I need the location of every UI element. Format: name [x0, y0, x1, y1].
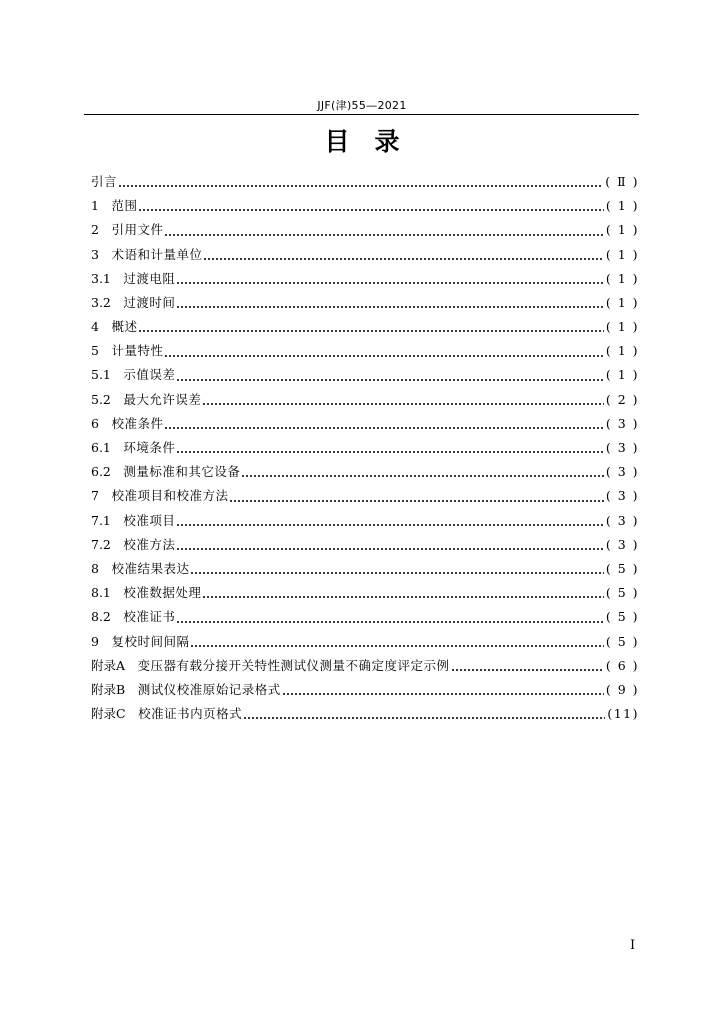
toc-entry-page: ( 6 ) — [605, 657, 639, 673]
toc-entry-page: ( 3 ) — [605, 440, 639, 456]
toc-leader-dots — [176, 295, 603, 309]
toc-entry-title: 示值误差 — [123, 367, 176, 383]
toc-entry-number: 6.2 — [91, 464, 124, 480]
toc-leader-dots — [118, 174, 603, 188]
toc-entry-page: ( 5 ) — [605, 633, 639, 649]
toc-entry-number: 附录A — [91, 657, 138, 673]
toc-leader-dots — [176, 513, 603, 527]
toc-entry-title: 引用文件 — [111, 222, 164, 238]
toc-leader-dots — [176, 271, 603, 285]
toc-entry[interactable] — [91, 630, 639, 654]
toc-entry-number: 8.2 — [91, 609, 124, 625]
toc-entry-title: 校准条件 — [111, 415, 164, 431]
toc-entry-page: ( 3 ) — [605, 536, 639, 552]
toc-entry-number: 5.2 — [91, 391, 124, 407]
toc-entry-page: ( 3 ) — [605, 464, 639, 480]
toc-entry[interactable] — [91, 557, 639, 581]
toc-entry[interactable] — [91, 581, 639, 605]
toc-entry-number: 1 — [91, 198, 112, 214]
toc-entry[interactable] — [91, 460, 639, 484]
header-rule — [84, 114, 639, 115]
toc-entry[interactable] — [91, 388, 639, 412]
toc-entry-page: ( 9 ) — [605, 681, 639, 697]
toc-entry-page: ( 5 ) — [605, 609, 639, 625]
toc-title: 目 录 — [324, 127, 400, 156]
toc-entry-title: 复校时间间隔 — [111, 633, 190, 649]
toc-entry[interactable] — [91, 243, 639, 267]
toc-entry[interactable] — [91, 267, 639, 291]
toc-entry[interactable] — [91, 364, 639, 388]
toc-entry-page: (11) — [607, 706, 639, 722]
toc-leader-dots — [202, 585, 603, 599]
toc-entry-number: 附录B — [91, 681, 138, 697]
toc-entry-page: ( 3 ) — [605, 415, 639, 431]
toc-entry-number: 5 — [91, 343, 112, 359]
toc-entry[interactable] — [91, 170, 639, 194]
toc-entry[interactable] — [91, 291, 639, 315]
toc-entry-number: 7.1 — [91, 512, 124, 528]
toc-leader-dots — [203, 247, 603, 261]
toc-entry-title: 测试仪校准原始记录格式 — [137, 681, 281, 697]
toc-entry-page: ( 1 ) — [605, 367, 639, 383]
toc-entry-title: 概述 — [111, 319, 138, 335]
toc-entry-number: 3.1 — [91, 270, 124, 286]
toc-leader-dots — [190, 634, 603, 648]
toc-entry[interactable] — [91, 436, 639, 460]
toc-leader-dots — [282, 682, 604, 696]
toc-entry-page: ( 2 ) — [605, 391, 639, 407]
toc-entry-number: 4 — [91, 319, 112, 335]
toc-entry-title: 校准方法 — [123, 536, 176, 552]
toc-entry-number: 3 — [91, 246, 112, 262]
toc-entry-title: 环境条件 — [123, 440, 176, 456]
toc-leader-dots — [451, 658, 604, 672]
toc-leader-dots — [176, 368, 603, 382]
toc-leader-dots — [164, 416, 603, 430]
toc-entry[interactable] — [91, 315, 639, 339]
toc-leader-dots — [164, 344, 603, 358]
document-code: JJF(津)55—2021 — [317, 99, 407, 112]
toc-entry-title: 过渡时间 — [123, 294, 176, 310]
toc-entry-number: 9 — [91, 633, 112, 649]
toc-entry[interactable] — [91, 702, 639, 726]
toc-entry-title: 范围 — [111, 198, 138, 214]
toc-entry-page: ( 5 ) — [605, 585, 639, 601]
toc-entry-title: 校准数据处理 — [123, 585, 202, 601]
toc-entry[interactable] — [91, 533, 639, 557]
toc-entry-title: 校准项目和校准方法 — [111, 488, 229, 504]
toc-entry-page: ( 1 ) — [605, 319, 639, 335]
toc-entry[interactable] — [91, 412, 639, 436]
toc-entry[interactable] — [91, 339, 639, 363]
toc-entry-title: 引言 — [91, 173, 118, 189]
toc-entry-page: ( 1 ) — [605, 343, 639, 359]
toc-entry-number: 6 — [91, 415, 112, 431]
toc-entry[interactable] — [91, 218, 639, 242]
toc-entry-number: 6.1 — [91, 440, 124, 456]
toc-entry-number: 8 — [91, 560, 112, 576]
toc-entry-page: ( 1 ) — [605, 294, 639, 310]
toc-entry-number: 7 — [91, 488, 112, 504]
toc-entry-title: 最大允许误差 — [123, 391, 202, 407]
toc-entry-number: 附录C — [91, 706, 139, 722]
toc-entry-title: 校准结果表达 — [111, 560, 190, 576]
toc-leader-dots — [176, 537, 603, 551]
toc-entry-page: ( 1 ) — [605, 270, 639, 286]
toc-leader-dots — [229, 489, 603, 503]
toc-entry-page: ( 3 ) — [605, 488, 639, 504]
toc-entry-title: 校准证书 — [123, 609, 176, 625]
toc-leader-dots — [138, 198, 603, 212]
toc-entry-number: 2 — [91, 222, 112, 238]
page-number: I — [630, 938, 636, 953]
toc-entry-title: 校准项目 — [123, 512, 176, 528]
toc-entry-title: 术语和计量单位 — [111, 246, 203, 262]
toc-leader-dots — [138, 319, 603, 333]
toc-entry[interactable] — [91, 509, 639, 533]
toc-entry-number: 3.2 — [91, 294, 124, 310]
toc-entry-page: ( 3 ) — [605, 512, 639, 528]
toc-entry[interactable] — [91, 605, 639, 629]
toc-entry-page: ( Ⅱ ) — [605, 173, 639, 189]
toc-entry-page: ( 5 ) — [605, 560, 639, 576]
toc-entry[interactable] — [91, 194, 639, 218]
toc-entry-number: 7.2 — [91, 536, 124, 552]
toc-entry-title: 变压器有载分接开关特性测试仪测量不确定度评定示例 — [137, 657, 450, 673]
toc-entry-title: 测量标准和其它设备 — [123, 464, 241, 480]
table-of-contents — [91, 170, 639, 726]
toc-leader-dots — [176, 610, 603, 624]
toc-entry-number: 5.1 — [91, 367, 124, 383]
toc-leader-dots — [243, 706, 605, 720]
toc-entry[interactable] — [91, 678, 639, 702]
toc-leader-dots — [190, 561, 603, 575]
toc-entry-title: 计量特性 — [111, 343, 164, 359]
toc-entry[interactable] — [91, 654, 639, 678]
toc-entry-page: ( 1 ) — [605, 198, 639, 214]
toc-entry-title: 校准证书内页格式 — [138, 706, 243, 722]
toc-entry[interactable] — [91, 484, 639, 508]
toc-entry-number: 8.1 — [91, 585, 124, 601]
toc-leader-dots — [241, 464, 603, 478]
toc-entry-page: ( 1 ) — [605, 222, 639, 238]
toc-leader-dots — [164, 223, 603, 237]
toc-leader-dots — [176, 440, 603, 454]
toc-leader-dots — [202, 392, 603, 406]
toc-entry-title: 过渡电阻 — [123, 270, 176, 286]
toc-entry-page: ( 1 ) — [605, 246, 639, 262]
